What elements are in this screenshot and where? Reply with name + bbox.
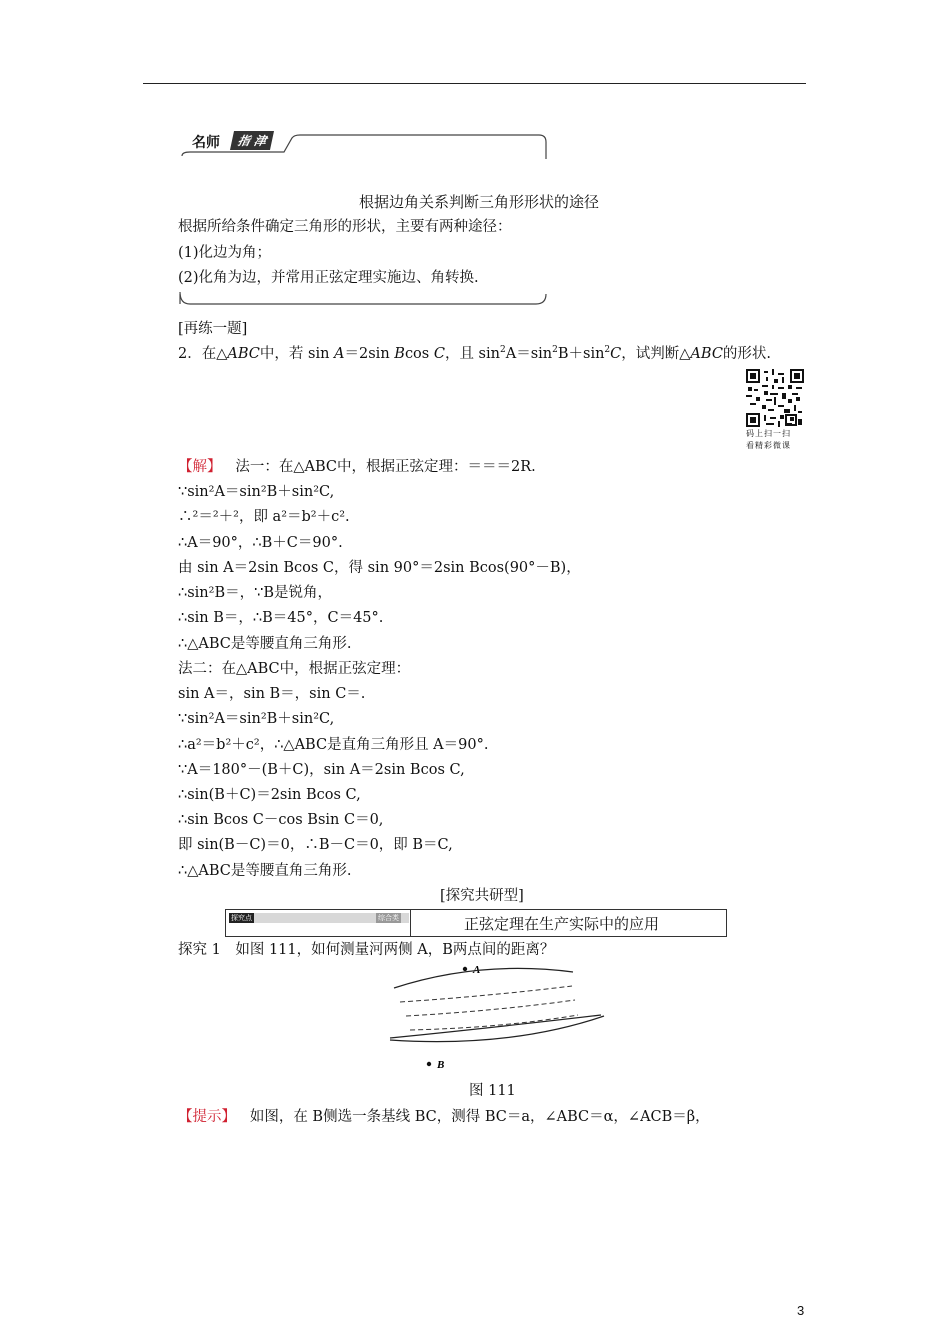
solution-label: 【解】 [178,459,222,475]
river-wave-1 [400,986,572,1002]
tip-tag-a: 名师 [192,135,220,151]
explore-question: 探究 1 如图 111，如何测量河两侧 A，B两点间的距离？ [178,942,555,958]
solution-line-15: ∴sin Bcos C－cos Bsin C＝0, [178,812,384,828]
q-seg: B [394,346,405,362]
section-bar-tag: 探究点 [231,914,252,922]
exercise-label: [再练一题] [178,321,248,337]
header-rule [143,83,806,84]
point-a-dot [463,967,467,971]
q-seg: ABC [690,346,723,362]
solution-text: 法一：在△ABC中，根据正弦定理：＝＝＝2R. [235,459,536,475]
solution-line-8: ∴△ABC是等腰直角三角形. [178,636,352,652]
hint-label: 【提示】 [178,1109,236,1125]
tip-item-1: (1)化边为角； [178,245,272,261]
point-b-dot [427,1062,431,1066]
q-seg: C [610,346,622,362]
solution-line-4: ∴A＝90°，∴B＋C＝90°. [178,535,343,551]
river-figure [380,958,610,1076]
solution-line-6: ∴sin²B＝，∵B是锐角， [178,585,332,601]
page-number: 3 [797,1303,805,1318]
qr-caption-1: 码上扫一扫 [746,429,791,438]
solution-line-12: ∴a²＝b²＋c²，∴△ABC是直角三角形且 A＝90°. [178,737,489,753]
solution-line-3: ∴²＝²＋²，即 a²＝b²＋c². [178,509,350,525]
solution-line-17: ∴△ABC是等腰直角三角形. [178,863,352,879]
qr-caption [746,428,808,452]
solution-line-7: ∴sin B＝，∴B＝45°，C＝45°. [178,610,384,626]
solution-line-14: ∴sin(B＋C)＝2sin Bcos C, [178,787,361,803]
point-b-label: B [437,1059,445,1071]
riverbank-top [394,968,573,988]
solution-line-9: 法二：在△ABC中，根据正弦定理： [178,661,411,677]
q-seg: ABC [227,346,260,362]
q-seg: 2．在△ [178,346,228,362]
figure-caption: 图 111 [469,1083,516,1099]
solution-line-16: 即 sin(B－C)＝0，∴B－C＝0，即 B＝C, [178,837,453,853]
solution-line-13: ∵A＝180°－(B＋C)，sin A＝2sin Bcos C, [178,762,465,778]
exercise-question: 2．在△ABC中，若 sin A＝2sin Bcos C，且 $\sin^2A=\sin^2B+\sin^2C$，试判断△ABC的形状. [178,345,772,362]
riverbank-bottom [390,1016,604,1042]
hint-line [178,1107,710,1127]
tip-tag-b: 指 津 [230,131,274,150]
point-a-label: A [473,964,481,976]
section-bar [225,909,727,937]
q-seg: ，试判断△ [621,346,691,362]
solution-line-10: sin A＝，sin B＝，sin C＝. [178,686,366,702]
q-seg: 中，若 sin [259,346,335,362]
section-bar-divider [410,910,411,936]
section-bar-title: 正弦定理在生产实际中的应用 [464,915,660,933]
section-bar-tag-2: 综合类 [378,914,399,922]
solution-line-1 [178,457,536,477]
section-heading: [探究共研型] [440,888,524,904]
q-seg: 的形状. [722,346,772,362]
q-seg: C [433,346,445,362]
q-seg: ，且 sin [444,346,500,362]
qr-caption-2: 看精彩微课 [746,441,791,450]
q-seg: ＝2sin [344,346,395,362]
solution-line-5: 由 sin A＝2sin Bcos C，得 sin 90°＝2sin Bcos(90°－B)， [178,560,581,576]
hint-text: 如图，在 B侧选一条基线 BC，测得 BC＝a，∠ABC＝α，∠ACB＝β， [249,1109,710,1125]
tip-item-2: (2)化角为边，并常用正弦定理实施边、角转换. [178,270,479,286]
river-wave-2 [406,1000,575,1016]
river-wave-3 [410,1015,578,1030]
tip-title: 根据边角关系判断三角形形状的途径 [359,193,600,211]
q-seg: cos [404,346,434,362]
q-seg: A [334,346,345,362]
solution-line-11: ∵sin²A＝sin²B＋sin²C, [178,711,335,727]
q-seg: B＋sin [557,346,605,362]
q-seg: A＝sin [505,346,553,362]
solution-line-2: ∵sin²A＝sin²B＋sin²C, [178,484,335,500]
tip-intro: 根据所给条件确定三角形的形状，主要有两种途径： [178,219,512,235]
qr-code-icon[interactable] [746,369,804,427]
